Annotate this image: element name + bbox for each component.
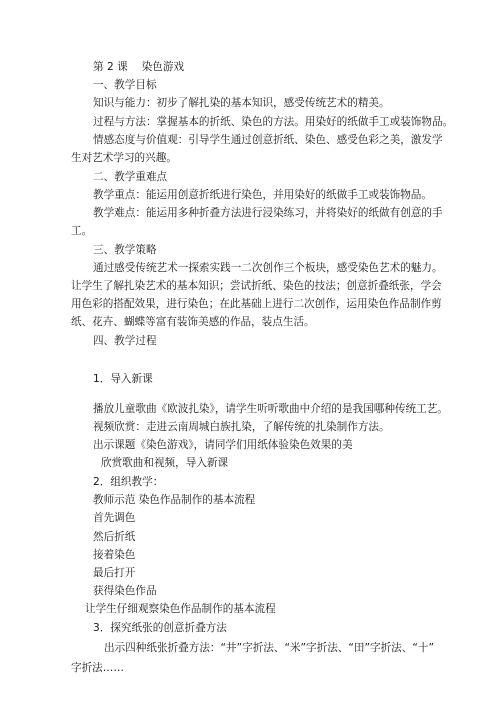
- teacher-demo: 教师示范 染色作品制作的基本流程: [93, 494, 256, 506]
- step-item: 最后打开: [93, 567, 136, 579]
- lesson-name: 染色游戏: [141, 61, 185, 73]
- difficulty-line2: 工。: [71, 225, 93, 237]
- intro-heading: 1．导入新课: [93, 373, 153, 385]
- intro-line2: 视频欣赏：走进云南周城白族扎染，了解传统的扎染制作方法。: [93, 421, 390, 433]
- objective-knowledge: 知识与能力：初步了解扎染的基本知识，感受传统艺术的精美。: [93, 97, 390, 109]
- strategy-line3: 用色彩的搭配效果，进行染色；在此基础上进行二次创作，运用染色作品制作剪: [71, 298, 442, 310]
- explore-line1: 出示四种纸张折叠方法：“井”字折法、“米”字折法、“田”字折法、“十”: [104, 642, 434, 654]
- intro-line1: 播放儿童歌曲《欧波扎染》，请学生听听歌曲中介绍的是我国哪种传统工艺。: [93, 403, 448, 415]
- lesson-number: 第 2 课: [93, 61, 128, 73]
- objective-attitude-line1: 情感态度与价值观：引导学生通过创意折纸、染色、感受色彩之美，激发学: [93, 134, 443, 146]
- key-point: 教学重点：能运用创意折纸进行染色，并用染好的纸做手工或装饰物品。: [93, 189, 432, 201]
- section-heading-objectives: 一、教学目标: [93, 79, 157, 91]
- step-item: 接着染色: [93, 549, 136, 561]
- intro-line4: 欣赏歌曲和视频，导入新课: [101, 457, 229, 469]
- step-item: 然后折纸: [93, 531, 136, 543]
- objective-process: 过程与方法：掌握基本的折纸、染色的方法。用染好的纸做手工或装饰物品。: [93, 116, 454, 128]
- intro-line3: 出示课题《染色游戏》，请同学们用纸体验染色效果的美: [93, 439, 353, 451]
- strategy-line2: 让学生了解扎染艺术的基本知识；尝试折纸、染色的技法；创意折叠纸张，学会: [71, 280, 442, 292]
- section-heading-process: 四、教学过程: [93, 335, 157, 347]
- section-heading-key-points: 二、教学重难点: [93, 171, 168, 183]
- objective-attitude-line2: 生对艺术学习的兴趣。: [71, 152, 177, 164]
- strategy-line4: 纸、花卉、蝴蝶等富有装饰美感的作品，装点生活。: [71, 316, 315, 328]
- difficulty-line1: 教学难点：能运用多种折叠方法进行浸染练习，并将染好的纸做有创意的手: [93, 207, 443, 219]
- lesson-title: [93, 60, 184, 74]
- observe-line: 让学生仔细观察染色作品制作的基本流程: [85, 603, 276, 615]
- step-item: 获得染色作品: [93, 585, 157, 597]
- strategy-line1: 通过感受传统艺术一探索实践一二次创作三个板块，感受染色艺术的魅力。: [93, 262, 443, 274]
- section-heading-strategy: 三、教学策略: [93, 244, 157, 256]
- step-item: 首先调色: [93, 512, 136, 524]
- explore-heading: 3．探究纸张的创意折叠方法: [93, 622, 227, 634]
- organize-heading: 2．组织教学：: [93, 476, 164, 488]
- explore-line2: 字折法……: [71, 662, 124, 674]
